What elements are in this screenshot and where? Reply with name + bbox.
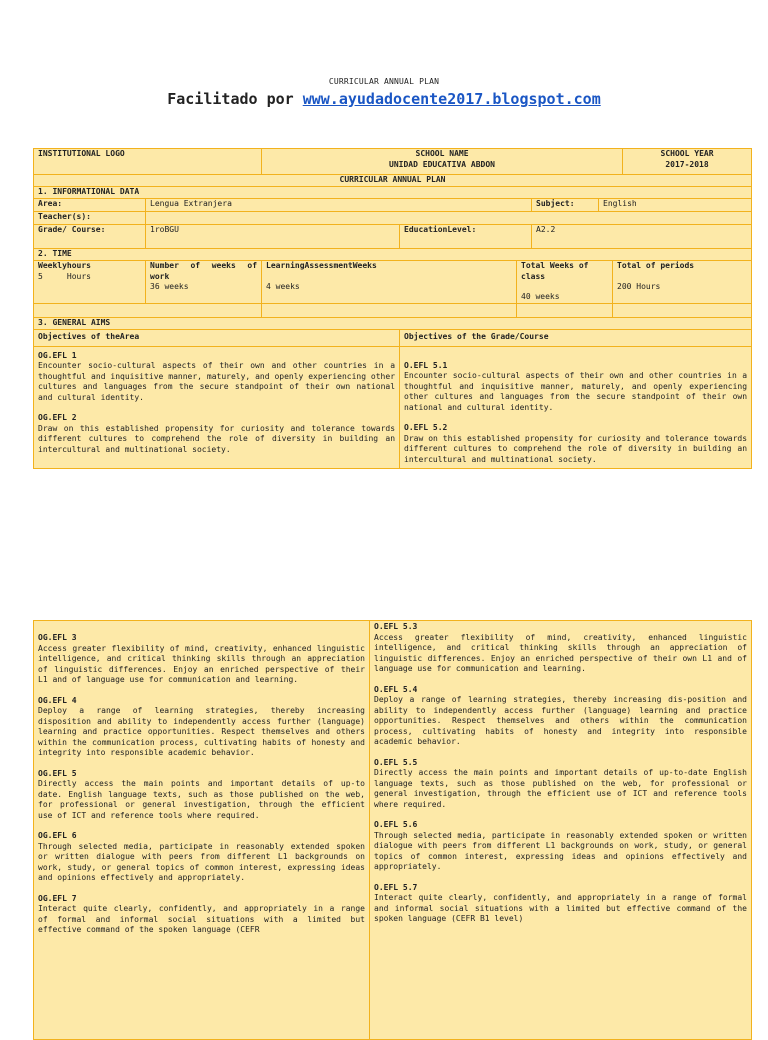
objective-o-efl-5-6 <box>374 820 747 873</box>
time-blank-4 <box>613 303 752 317</box>
weeks-of-work-label: Number of weeks of work <box>150 261 258 281</box>
objective-code: OG.EFL 2 <box>38 413 77 422</box>
assessment-weeks-cell <box>262 261 517 304</box>
objectives-area-header: Objectives of theArea <box>34 329 400 346</box>
teacher-label: Teacher(s): <box>34 212 146 225</box>
objective-code: O.EFL 5.5 <box>374 757 418 767</box>
objective-text: Draw on this established propensity for curiosity and tolerance towards different cultures to comprehend the role of diversity in building an intercultural and multinational society. <box>38 423 396 454</box>
grade-value: 1roBGU <box>146 225 400 249</box>
objective-code: OG.EFL 1 <box>38 350 77 360</box>
teacher-value <box>146 212 752 225</box>
objective-code: O.EFL 5.3 <box>374 622 418 631</box>
objective-o-efl-5-4 <box>374 685 747 748</box>
subject-value: English <box>599 199 752 212</box>
plan-title: CURRICULAR ANNUAL PLAN <box>34 175 752 187</box>
objective-og-efl-6 <box>38 831 365 884</box>
objective-text: Interact quite clearly, confidently, and appropriately in a range of formal and informal social situations with a limited but effective command of the spoken language (CEFR <box>38 904 365 934</box>
objective-code: O.EFL 5.6 <box>374 820 418 829</box>
weeks-of-work-cell <box>146 261 262 304</box>
weekly-hours-value: 5 Hours <box>38 271 91 281</box>
objective-code: OG.EFL 4 <box>38 695 77 705</box>
weekly-hours-label: Weeklyhours <box>38 261 91 270</box>
objective-code: OG.EFL 3 <box>38 633 77 642</box>
school-name-label: SCHOOL NAME <box>415 149 469 158</box>
objective-text: Interact quite clearly, confidently, and appropriately in a range of formal and informal social situations with a limited but effective command of the spoken language (CEFR B1 level) <box>374 893 747 923</box>
total-periods-cell <box>613 261 752 304</box>
plan-table <box>33 148 752 469</box>
objective-og-efl-3 <box>38 633 365 686</box>
school-year: 2017-2018 <box>665 159 709 169</box>
school-name: UNIDAD EDUCATIVA ABDON <box>389 159 495 169</box>
objective-o-efl-5-3 <box>374 622 747 675</box>
assessment-weeks-label: LearningAssessmentWeeks <box>266 261 377 270</box>
area-value: Lengua Extranjera <box>146 199 532 212</box>
objectives-grade-cell-2 <box>370 621 752 1040</box>
objective-og-efl-2 <box>38 413 395 455</box>
objective-text: Directly access the main points and important details of up-to-date English language texts, such as those published on the web, for professional or general investigation, through the efficient use of ICT and reference tools where required. <box>374 768 747 809</box>
objective-code: O.EFL 5.7 <box>374 882 418 892</box>
time-blank-3 <box>517 303 613 317</box>
objective-text: Encounter socio-cultural aspects of their own and other countries in a thoughtful and inquisitive manner, maturely, and openly experiencing other cultures and languages from the secure standpoint of their own national and cultural identity. <box>38 361 396 402</box>
objective-text: Encounter socio-cultural aspects of their own and other countries in a thoughtful and inquisitive manner, maturely, and openly experiencing other cultures and languages from the secure standpoint of their own national and cultural identity. <box>404 371 748 412</box>
blog-link[interactable]: www.ayudadocente2017.blogspot.com <box>302 90 601 108</box>
objective-code: O.EFL 5.2 <box>404 423 448 432</box>
section-general-aims: 3. GENERAL AIMS <box>34 317 752 329</box>
time-blank-1 <box>34 303 262 317</box>
objective-text: Draw on this established propensity for curiosity and tolerance towards different cultures to comprehend the role of diversity in building an intercultural and multinational society. <box>404 433 748 464</box>
time-blank-2 <box>262 303 517 317</box>
objective-code: OG.EFL 5 <box>38 768 77 778</box>
objective-code: OG.EFL 6 <box>38 831 77 840</box>
objective-text: Through selected media, participate in reasonably extended spoken or written dialogue with peers from different L1 backgrounds on work, study, or general topics of common interest, expressing ideas and opinions effectively and appropriately. <box>374 830 747 871</box>
total-weeks-cell <box>517 261 613 304</box>
assessment-weeks-value: 4 weeks <box>266 281 300 291</box>
school-name-cell <box>262 149 623 175</box>
education-level-value: A2.2 <box>532 225 752 249</box>
objective-o-efl-5-2 <box>404 423 747 465</box>
objective-text: Deploy a range of learning strategies, thereby increasing dis-position and ability to independently access further (language) learning and practice opportunities. Respect themselves and others within the communication process, cultivating habits of honesty and integrity into responsible academic behavior. <box>374 695 747 746</box>
plan-table-continued <box>33 620 752 1040</box>
facilitated-by-label: Facilitado por <box>167 90 294 108</box>
grade-label: Grade/ Course: <box>34 225 146 249</box>
objective-og-efl-5 <box>38 769 365 822</box>
objective-og-efl-7 <box>38 894 365 936</box>
objective-text: Through selected media, participate in reasonably extended spoken or written dialogue with peers from different L1 backgrounds on work, study, or general topics of common interest, expressing ideas and opinions effectively and appropriately. <box>38 841 365 882</box>
document-caption: CURRICULAR ANNUAL PLAN <box>328 77 440 86</box>
total-weeks-label: Total Weeks of class <box>521 261 589 281</box>
objectives-area-cell-1 <box>34 346 400 469</box>
objective-o-efl-5-5 <box>374 758 747 811</box>
objective-text: Access greater flexibility of mind, creativity, enhanced linguistic intelligence, and critical thinking skills through an appreciation of linguistic differences. Enjoy an enriched perspective of their L1 and of language use for communication and learning. <box>38 643 365 684</box>
total-weeks-value: 40 weeks <box>521 292 560 301</box>
objectives-grade-header: Objectives of the Grade/Course <box>400 329 752 346</box>
subject-label: Subject: <box>532 199 599 212</box>
objective-o-efl-5-1 <box>404 361 747 414</box>
education-level-label: EducationLevel: <box>400 225 532 249</box>
area-label: Area: <box>34 199 146 212</box>
objective-og-efl-1 <box>38 351 395 404</box>
school-year-cell <box>623 149 752 175</box>
weeks-of-work-value: 36 weeks <box>150 282 189 291</box>
objective-code: O.EFL 5.4 <box>374 684 418 694</box>
objective-o-efl-5-7 <box>374 883 747 925</box>
objectives-area-cell-2 <box>34 621 370 1040</box>
total-periods-value: 200 Hours <box>617 281 661 291</box>
objective-text: Access greater flexibility of mind, creativity, enhanced linguistic intelligence, and critical thinking skills through an appreciation of linguistic differences. Enjoy an enriched perspective of their own L1 and of language use for communication and learning. <box>374 632 747 673</box>
objective-text: Deploy a range of learning strategies, thereby increasing disposition and ability to independently access further (language) learning and practice opportunities. Respect themselves and others within the communication process, cultivating habits of honesty and integrity into responsible academic behavior. <box>38 706 365 757</box>
institutional-logo: INSTITUTIONAL LOGO <box>34 149 262 175</box>
objective-code: O.EFL 5.1 <box>404 360 448 370</box>
section-informational-data: 1. INFORMATIONAL DATA <box>34 187 752 199</box>
objective-og-efl-4 <box>38 696 365 759</box>
weekly-hours-cell <box>34 261 146 304</box>
section-time: 2. TIME <box>34 249 752 261</box>
school-year-label: SCHOOL YEAR <box>660 149 714 158</box>
total-periods-label: Total of periods <box>617 261 695 270</box>
objective-text: Directly access the main points and important details of up-to date. English language texts, such as those published on the web, for professional or general investigation, through the efficient use of ICT and reference tools where required. <box>38 779 365 820</box>
facilitated-by-line <box>0 90 768 108</box>
objectives-grade-cell-1 <box>400 346 752 469</box>
objective-code: OG.EFL 7 <box>38 893 77 903</box>
